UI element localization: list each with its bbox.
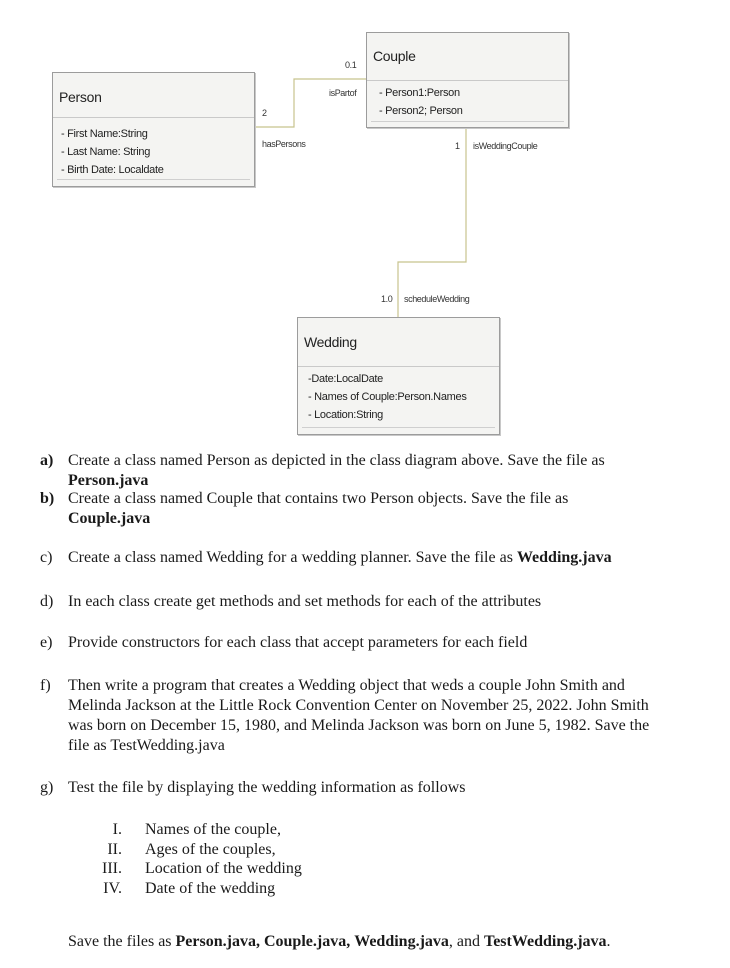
question-c bbox=[40, 548, 680, 568]
display-list-num: IV. bbox=[103, 879, 122, 897]
display-list-text: Ages of the couples, bbox=[145, 840, 276, 858]
couple-class-attributes bbox=[379, 84, 463, 120]
question-e-text: Provide constructors for each class that accept parameters for each field bbox=[68, 634, 528, 651]
final-note-file-couple: Couple.java, bbox=[263, 933, 351, 950]
question-b-file: Couple.java bbox=[68, 510, 151, 527]
final-note bbox=[68, 932, 611, 952]
display-list-text: Names of the couple, bbox=[145, 821, 281, 838]
wedding-attr-names: - Names of Couple:Person.Names bbox=[308, 391, 467, 403]
couple-attr-person1: - Person1:Person bbox=[379, 87, 460, 99]
question-f bbox=[40, 676, 665, 756]
display-list-num: II. bbox=[107, 840, 122, 858]
question-d bbox=[40, 592, 680, 612]
wedding-class-attributes bbox=[308, 370, 467, 424]
wedding-class-divider bbox=[298, 366, 499, 367]
question-e bbox=[40, 633, 680, 653]
final-note-file-testwedding: TestWedding.java bbox=[484, 933, 607, 950]
couple-class-footer-line bbox=[371, 121, 564, 122]
role-is-wedding-couple: isWeddingCouple bbox=[473, 141, 538, 151]
wedding-class-box[interactable] bbox=[297, 317, 500, 435]
question-a-file: Person.java bbox=[68, 472, 149, 489]
final-note-file-person: Person.java, bbox=[175, 933, 260, 950]
final-note-prefix: Save the files as bbox=[68, 933, 172, 950]
question-a bbox=[40, 451, 680, 491]
wedding-class-title: Wedding bbox=[304, 334, 357, 350]
final-note-and: , and bbox=[448, 933, 480, 950]
display-list-num: I. bbox=[112, 821, 122, 838]
question-f-text: Then write a program that creates a Wedding object that weds a couple John Smith and Melinda Jackson at the Little Rock Convention Center on November 25, 2022. John Smith was born on December 15, 1980, and Melinda Jackson was born on June 5, 1982. Save the file as TestWedding.java bbox=[68, 677, 650, 754]
person-attr-birth-date: - Birth Date: Localdate bbox=[61, 164, 164, 176]
person-class-divider bbox=[53, 117, 254, 118]
person-class-box[interactable] bbox=[52, 72, 255, 187]
final-note-period: . bbox=[606, 933, 611, 950]
couple-attr-person2: - Person2; Person bbox=[379, 105, 463, 117]
person-attr-first-name: - First Name:String bbox=[61, 128, 148, 140]
question-e-letter: e) bbox=[40, 634, 53, 651]
wedding-attr-date: -Date:LocalDate bbox=[308, 373, 383, 385]
person-attr-last-name: - Last Name: String bbox=[61, 146, 151, 158]
role-has-persons: hasPersons bbox=[262, 139, 306, 149]
wedding-attr-location: - Location:String bbox=[308, 409, 383, 421]
person-class-title: Person bbox=[59, 89, 102, 105]
question-g-letter: g) bbox=[40, 779, 54, 796]
role-is-part-of: isPartof bbox=[329, 88, 357, 98]
question-c-text: Create a class named Wedding for a wedding planner. Save the file as bbox=[68, 549, 513, 566]
person-class-footer-line bbox=[57, 179, 250, 180]
question-d-letter: d) bbox=[40, 593, 54, 610]
wedding-class-footer-line bbox=[302, 427, 495, 428]
question-b-text: Create a class named Couple that contains two Person objects. Save the file as bbox=[68, 490, 569, 507]
question-c-file: Wedding.java bbox=[516, 549, 612, 566]
multiplicity-person-side: 2 bbox=[262, 108, 267, 118]
question-f-letter: f) bbox=[40, 677, 51, 694]
display-list-text: Location of the wedding bbox=[145, 860, 302, 877]
display-list-num: III. bbox=[102, 860, 122, 877]
question-g-text: Test the file by displaying the wedding information as follows bbox=[68, 779, 466, 796]
display-list-text: Date of the wedding bbox=[145, 879, 276, 897]
question-b bbox=[40, 489, 680, 529]
question-c-letter: c) bbox=[40, 549, 53, 566]
question-a-text: Create a class named Person as depicted in the class diagram above. Save the file as bbox=[68, 452, 605, 469]
couple-class-box[interactable] bbox=[366, 32, 569, 128]
question-a-letter: a) bbox=[40, 452, 54, 469]
question-d-text: In each class create get methods and set methods for each of the attributes bbox=[68, 593, 542, 610]
multiplicity-couple-wedding: 1 bbox=[455, 141, 460, 151]
question-b-letter: b) bbox=[40, 490, 55, 507]
person-class-attributes bbox=[61, 125, 164, 179]
question-g bbox=[40, 778, 680, 798]
role-schedule-wedding: scheduleWedding bbox=[404, 294, 470, 304]
couple-class-title: Couple bbox=[373, 48, 416, 64]
final-note-file-wedding: Wedding.java bbox=[354, 933, 449, 950]
multiplicity-couple-side: 0.1 bbox=[345, 60, 357, 70]
multiplicity-wedding: 1.0 bbox=[381, 294, 393, 304]
couple-class-divider bbox=[367, 80, 568, 81]
